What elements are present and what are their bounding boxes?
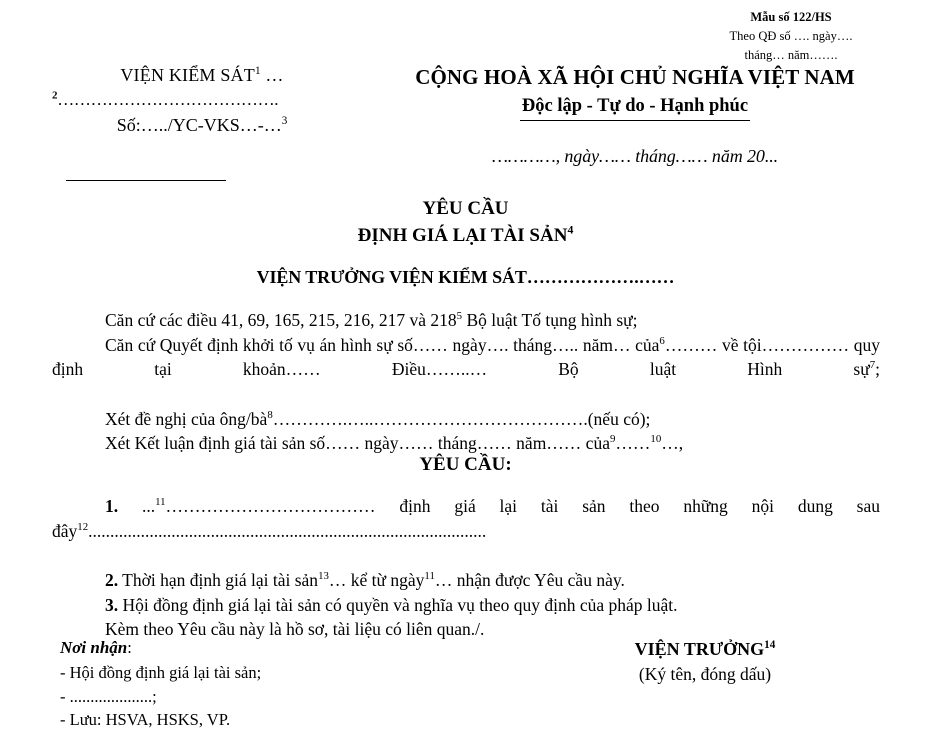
issuer-name <box>52 64 352 88</box>
request-items-block <box>52 494 880 642</box>
footnote-marker-6: 6 <box>659 334 665 347</box>
basis-line-2-a: Căn cứ Quyết định khởi tố vụ án hình sự số…… ngày…. tháng….. năm… của <box>105 334 660 355</box>
footnote-marker-2: 2 <box>52 89 58 102</box>
national-heading-block <box>380 64 890 169</box>
issuer-document-number <box>52 114 352 138</box>
request-item-2-c: … nhận được Yêu cầu này. <box>434 570 625 591</box>
form-code-date-line: tháng… năm……. <box>744 47 838 62</box>
request-item-2-number: 2. <box>105 570 119 591</box>
footnote-marker-13: 13 <box>318 570 329 583</box>
document-title <box>0 196 931 250</box>
basis-line-4-b: …… <box>615 433 651 454</box>
place-date-line: …………, ngày…… tháng…… năm 20... <box>491 146 779 167</box>
recipient-item: - Lưu: HSVA, HSKS, VP. <box>60 710 231 730</box>
signature-title <box>540 636 870 662</box>
request-item-1-b: ……………………………… định giá lại tài sản theo những nội dung sau đây <box>52 496 881 541</box>
issuer-block <box>52 64 352 138</box>
footnote-marker-7: 7 <box>869 359 876 372</box>
issuer-dots-text: …………………………………. <box>57 89 279 109</box>
footnote-marker-5: 5 <box>456 310 463 323</box>
national-motto: Độc lập - Tự do - Hạnh phúc <box>520 94 750 121</box>
request-item-1-number: 1. <box>105 496 119 516</box>
form-code-title: Mẫu số 122/HS <box>750 10 832 24</box>
form-code-decision-line: Theo QĐ số …. ngày…. <box>729 28 853 43</box>
basis-line-3 <box>52 407 880 432</box>
recipient-item: - ....................; <box>60 686 157 706</box>
recipient-item: - Hội đồng định giá lại tài sản; <box>60 662 262 682</box>
basis-line-1-a: Căn cứ các điều 41, 69, 165, 215, 216, 217 và 218 <box>105 310 457 330</box>
document-title-line1: YÊU CẦU <box>422 198 509 219</box>
request-item-3-text: Hội đồng định giá lại tài sản có quyền và nghĩa vụ theo quy định của pháp luật. <box>118 594 678 615</box>
basis-line-2-b: ……… về tội…………… quy định tại khoản…… Điều……..… Bộ luật Hình sự <box>52 334 880 380</box>
issuer-name-suffix: … <box>260 65 284 85</box>
footnote-marker-14: 14 <box>764 639 776 651</box>
basis-line-2-c: ; <box>875 359 880 380</box>
footnote-marker-12: 12 <box>77 520 89 533</box>
request-item-2-b: … kể từ ngày <box>328 570 425 591</box>
recipients-title: Nơi nhận <box>60 638 128 657</box>
request-item-1-a: ... <box>118 496 156 516</box>
basis-line-3-b: ………….…..……………………………….(nếu có); <box>272 408 651 429</box>
issuer-name-text: VIỆN KIỂM SÁT <box>120 65 255 85</box>
request-item-2-a: Thời hạn định giá lại tài sản <box>118 570 319 591</box>
request-item-3-number: 3. <box>105 594 119 615</box>
basis-line-4-c: …, <box>661 433 684 454</box>
document-footer <box>0 636 931 730</box>
basis-line-1 <box>52 308 880 333</box>
issuer-number-text: Số:…../YC-VKS…-… <box>116 114 282 135</box>
basis-line-2 <box>52 333 880 407</box>
signature-block <box>540 636 870 687</box>
issuer-divider-rule <box>66 180 226 181</box>
document-title-line2-text: ĐỊNH GIÁ LẠI TÀI SẢN <box>357 224 568 246</box>
recipients-colon: : <box>127 638 132 657</box>
form-code-block <box>676 8 906 64</box>
request-item-1-c: ........................................................................................... <box>88 520 487 541</box>
signature-title-text: VIỆN TRƯỞNG <box>634 639 765 659</box>
issuer-dotted-line <box>52 89 352 111</box>
national-motto-wrap <box>380 92 890 121</box>
addressee-text: VIỆN TRƯỞNG VIỆN KIỂM SÁT <box>256 267 527 287</box>
request-item-3 <box>52 593 880 618</box>
footnote-marker-1: 1 <box>254 65 261 77</box>
legal-basis-block <box>52 308 880 456</box>
footnote-marker-11: 11 <box>155 496 166 509</box>
footnote-marker-3: 3 <box>281 114 288 127</box>
request-heading: YÊU CẦU: <box>419 454 512 475</box>
footnote-marker-10: 10 <box>650 433 662 446</box>
recipients-heading <box>60 636 480 661</box>
footnote-marker-4: 4 <box>567 223 574 237</box>
document-header <box>0 64 931 174</box>
addressee-dots: ……………….…… <box>526 267 675 287</box>
footnote-marker-8: 8 <box>267 408 273 421</box>
footnote-marker-9: 9 <box>609 433 616 446</box>
basis-line-3-a: Xét đề nghị của ông/bà <box>105 408 268 429</box>
request-item-2 <box>52 568 880 593</box>
recipients-block <box>60 636 480 732</box>
addressee-line <box>0 266 931 290</box>
basis-line-1-b: Bộ luật Tố tụng hình sự; <box>462 310 638 330</box>
basis-line-4-a: Xét Kết luận định giá tài sản số…… ngày…… tháng…… năm…… của <box>105 433 610 454</box>
request-attachment-note: Kèm theo Yêu cầu này là hồ sơ, tài liệu có liên quan./. <box>105 619 485 640</box>
signature-note: (Ký tên, đóng dấu) <box>638 664 772 685</box>
document-title-line2 <box>0 223 931 250</box>
request-item-1 <box>52 494 880 568</box>
footnote-marker-11b: 11 <box>424 570 435 583</box>
national-title: CỘNG HOÀ XÃ HỘI CHỦ NGHĨA VIỆT NAM <box>415 65 855 89</box>
